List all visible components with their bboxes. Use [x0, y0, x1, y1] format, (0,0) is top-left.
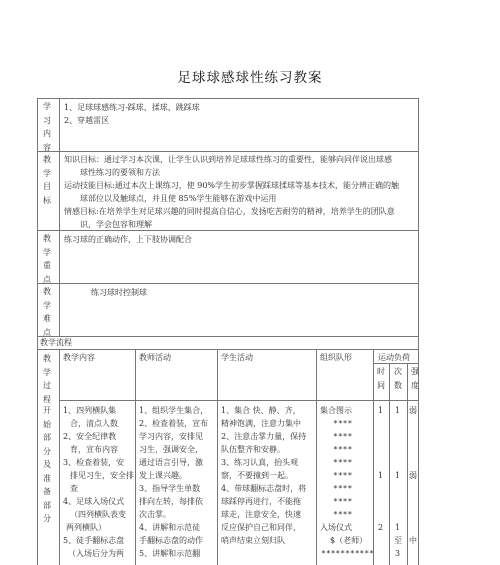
- part1-count: 1: [395, 523, 401, 532]
- col-header-load: 运动负荷: [378, 353, 410, 362]
- goal-line-5: 情感目标:在培养学生对足球兴趣的同时提高自信心，发扬吃苦耐劳的精神，培养学生的团队意: [64, 207, 395, 216]
- part1-student-line: 精神饱满，注意力集中: [221, 419, 301, 428]
- part1-teacher-line: 2、检查着装，宣布: [139, 419, 209, 428]
- process-header: 教学流程: [40, 338, 72, 347]
- part1-teacher-line: 5、讲解和示范翻: [139, 549, 201, 558]
- table-line: [407, 363, 408, 565]
- page-title: 足球球感球性练习教案: [177, 70, 323, 86]
- table-line: [37, 336, 418, 337]
- part1-label: 开始部分及准备部分: [43, 406, 51, 523]
- part1-intensity: 中: [409, 536, 417, 545]
- part1-student-line: 察，不要撞到一起。: [221, 471, 293, 480]
- part1-content-line: 1、四列横队集: [63, 406, 117, 415]
- col-header-formation: 组织队形: [320, 353, 352, 362]
- part1-student-line: 1、集合 快、静、齐，: [221, 406, 301, 415]
- part1-content-line: （入场后分为两: [68, 549, 124, 558]
- part1-formation-line: $（老师）: [330, 536, 368, 545]
- part1-count: 至: [394, 536, 402, 545]
- row-label-key: 教学重点: [43, 234, 51, 284]
- part1-student-line: 球踩停再进行，不能拖: [221, 497, 301, 506]
- col-header-time: 时间: [377, 367, 385, 390]
- part1-formation-line: 入场仪式: [320, 523, 352, 532]
- col-header-content: 教学内容: [63, 353, 95, 362]
- table-line: [37, 283, 418, 284]
- goal-line-4: 球部位以及触球点，并且使 85%学生能够在游戏中运用: [80, 194, 277, 203]
- part1-content-line: 5、徒手翻标志盘: [63, 536, 125, 545]
- table-line: [37, 349, 418, 350]
- part1-content-line: 合，清点人数: [70, 419, 118, 428]
- part1-formation-line: ****: [333, 497, 353, 506]
- part1-content-line: 4、足球入场仪式: [63, 497, 125, 506]
- table-line: [316, 349, 317, 565]
- part1-formation-line: ****: [333, 510, 353, 519]
- table-line: [418, 98, 419, 565]
- part1-teacher-line: 4、讲解和示范徒: [139, 523, 201, 532]
- table-line: [37, 98, 418, 99]
- part1-content-line: 查: [70, 484, 78, 493]
- part1-formation-line: ****: [333, 471, 353, 480]
- part1-teacher-line: 习生，强调安全，: [139, 445, 203, 454]
- part1-count: 3: [395, 549, 401, 558]
- table-line: [389, 363, 390, 565]
- process-side-label: 教学过程: [43, 354, 51, 404]
- table-line: [59, 400, 418, 401]
- goal-line-6: 识，学会包容和理解: [80, 220, 152, 229]
- table-line: [217, 349, 218, 565]
- part1-content-line: 排见习生，安全排: [70, 471, 134, 480]
- table-line: [59, 349, 60, 565]
- part1-content-line: 两列横队）: [66, 523, 106, 532]
- part1-student-line: 队伍整齐和安静。: [221, 445, 285, 454]
- table-line: [37, 151, 418, 152]
- goal-line-1: 知识目标：通过学习本次课，让学生认识到培养足球球性练习的重要性，能够向同伴说出球感: [64, 155, 392, 164]
- part1-student-line: 反应保护自己和同伴，: [221, 523, 301, 532]
- part1-time: 1: [378, 471, 384, 480]
- col-header-count: 次数: [394, 367, 402, 390]
- part1-content-line: 3、检查着装，安: [63, 458, 125, 467]
- key-text: 练习球的正确动作，上下肢协调配合: [64, 235, 192, 244]
- part1-formation-line: ****: [333, 484, 353, 493]
- content-line-1: 1、足球球感练习-踩球、揉球、跳踩球: [64, 103, 200, 112]
- part1-student-line: 哨声结束立刻归队: [221, 536, 285, 545]
- col-header-intensity: 强度: [411, 367, 419, 390]
- content-line-2: 2、穿越雷区: [64, 116, 110, 125]
- table-line: [37, 98, 38, 565]
- table-line: [373, 349, 374, 565]
- row-label-difficulty: 教学难点: [43, 287, 51, 337]
- part1-teacher-line: 3、指导学生单数: [139, 484, 201, 493]
- goal-line-2: 球性练习的要领和方法: [80, 168, 160, 177]
- col-header-student: 学生活动: [221, 353, 253, 362]
- difficulty-text: 练习球时控制球: [91, 288, 147, 297]
- part1-formation-line: ***********: [321, 549, 374, 558]
- row-label-content: 学习内容: [43, 102, 51, 152]
- part1-content-line: 育，宣布内容: [70, 445, 118, 454]
- part1-student-line: 球走，注意安全，快速: [221, 510, 301, 519]
- goal-line-3: 运动技能目标:通过本次上课练习，使 90%学生初步掌握踩球揉球等基本技术，能分辨正确的触: [64, 181, 400, 190]
- part1-teacher-line: 手翻标志盘的动作: [139, 536, 203, 545]
- part1-formation-line: ****: [333, 432, 353, 441]
- col-header-teacher: 教师活动: [139, 353, 171, 362]
- part1-teacher-line: 通过语言引导，激: [139, 458, 203, 467]
- part1-formation-line: 集合图示: [320, 406, 352, 415]
- table-line: [135, 349, 136, 565]
- part1-teacher-line: 发上课兴趣。: [139, 471, 187, 480]
- part1-formation-line: ****: [333, 458, 353, 467]
- table-line: [59, 98, 60, 336]
- part1-teacher-line: 排向左转，每排依: [139, 497, 203, 506]
- part1-time: 2: [378, 523, 384, 532]
- part1-formation-line: ****: [333, 445, 353, 454]
- part1-student-line: 4、带球翻标志盘时，将: [221, 484, 307, 493]
- part1-count: 1: [395, 471, 401, 480]
- part1-formation-line: ****: [333, 419, 353, 428]
- part1-intensity: 弱: [409, 406, 417, 415]
- part1-content-line: 2、安全纪律教: [63, 432, 117, 441]
- part1-time: 1: [378, 406, 384, 415]
- part1-content-line: （四列横队表变: [70, 510, 126, 519]
- part1-count: 1: [395, 406, 401, 415]
- part1-intensity: 弱: [409, 471, 417, 480]
- part1-student-line: 3、练习认真，抬头观: [221, 458, 299, 467]
- part1-teacher-line: 次击掌。: [139, 510, 171, 519]
- part1-student-line: 2、注意击掌力量，保持: [221, 432, 307, 441]
- part1-teacher-line: 1、组织学生集合，: [139, 406, 209, 415]
- row-label-goals: 教学目标: [43, 155, 51, 205]
- part1-teacher-line: 学习内容，安排见: [139, 432, 203, 441]
